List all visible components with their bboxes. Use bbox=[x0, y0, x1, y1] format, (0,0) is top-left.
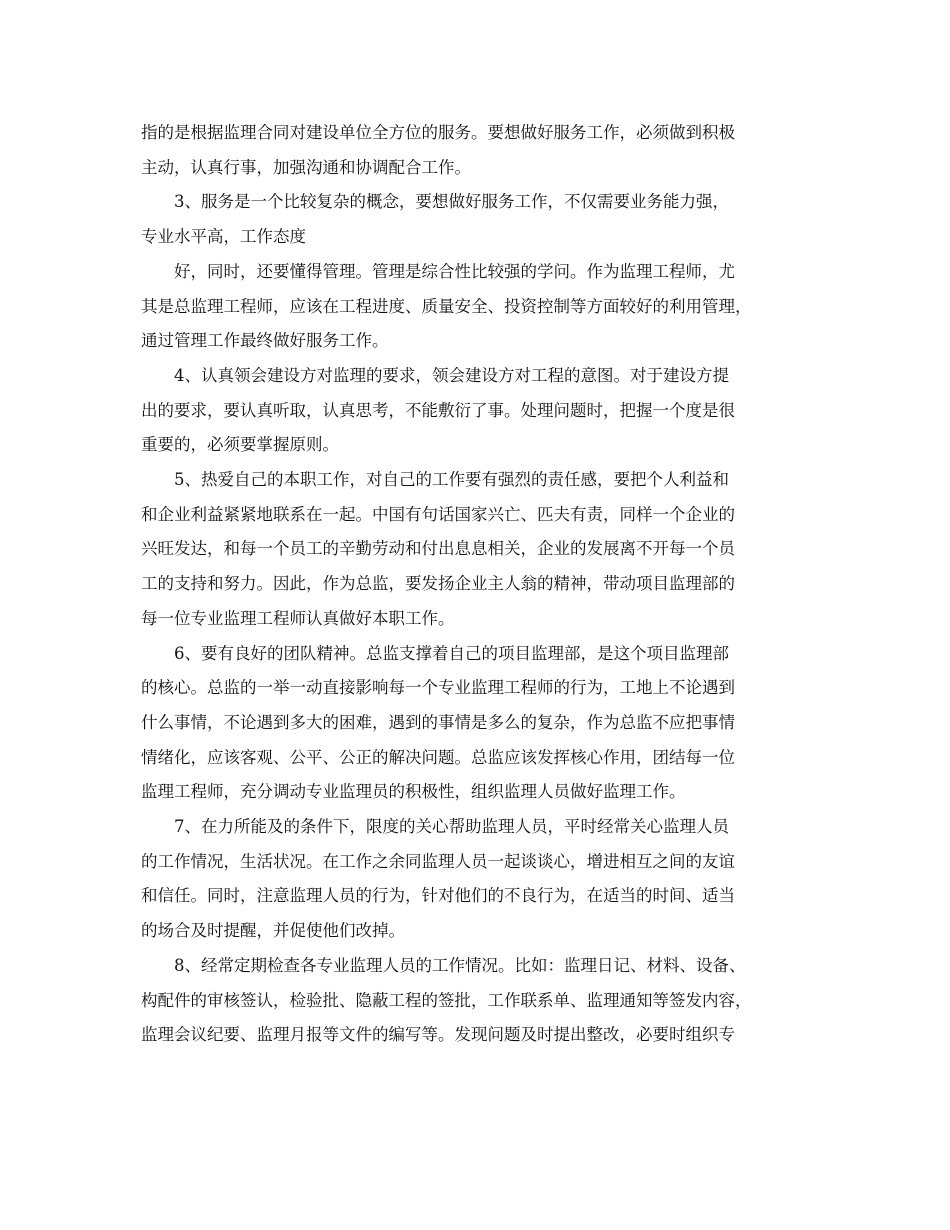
text-line: 的工作情况，生活状况。在工作之余同监理人员一起谈谈心，增进相互之间的友谊 bbox=[141, 851, 735, 871]
text-line: 构配件的审核签认，检验批、隐蔽工程的签批，工作联系单、监理通知等签发内容， bbox=[141, 990, 752, 1010]
text-line: 专业水平高，工作态度 bbox=[141, 227, 306, 247]
text-line: 指的是根据监理合同对建设单位全方位的服务。要想做好服务工作，必须做到积极 bbox=[141, 123, 735, 142]
text-line: 监理会议纪要、监理月报等文件的编写等。发现问题及时提出整改，必要时组织专 bbox=[141, 1025, 735, 1045]
text-line: 什么事情，不论遇到多大的困难，遇到的事情是多么的复杂，作为总监不应把事情 bbox=[141, 712, 735, 732]
text-line: 出的要求，要认真听取，认真思考，不能敷衍了事。处理问题时，把握一个度是很 bbox=[141, 400, 735, 420]
text-line: 通过管理工作最终做好服务工作。 bbox=[141, 331, 389, 351]
text-line: 监理工程师，充分调动专业监理员的积极性，组织监理人员做好监理工作。 bbox=[141, 782, 686, 802]
text-line: 6、要有良好的团队精神。总监支撑着自己的项目监理部，是这个项目监理部 bbox=[174, 643, 729, 663]
text-line: 3、服务是一个比较复杂的概念，要想做好服务工作，不仅需要业务能力强， bbox=[174, 192, 729, 212]
text-line: 的场合及时提醒，并促使他们改掉。 bbox=[141, 921, 405, 941]
text-line: 和企业利益紧紧地联系在一起。中国有句话国家兴亡、匹夫有责，同样一个企业的 bbox=[141, 504, 735, 524]
text-line: 情绪化，应该客观、公平、公正的解决问题。总监应该发挥核心作用，团结每一位 bbox=[141, 747, 735, 767]
text-line: 和信任。同时，注意监理人员的行为，针对他们的不良行为，在适当的时间、适当 bbox=[141, 886, 735, 906]
text-line: 8、经常定期检查各专业监理人员的工作情况。比如：监理日记、材料、设备、 bbox=[174, 955, 746, 975]
text-line: 兴旺发达，和每一个员工的辛勤劳动和付出息息相关，企业的发展离不开每一个员 bbox=[141, 539, 735, 559]
text-line: 其是总监理工程师，应该在工程进度、质量安全、投资控制等方面较好的利用管理， bbox=[141, 296, 752, 316]
text-line: 每一位专业监理工程师认真做好本职工作。 bbox=[141, 608, 455, 628]
text-line: 的核心。总监的一举一动直接影响每一个专业监理工程师的行为，工地上不论遇到 bbox=[141, 678, 735, 698]
text-line: 工的支持和努力。因此，作为总监，要发扬企业主人翁的精神，带动项目监理部的 bbox=[141, 574, 735, 594]
text-line: 7、在力所能及的条件下，限度的关心帮助监理人员，平时经常关心监理人员 bbox=[174, 817, 729, 836]
text-line: 好，同时，还要懂得管理。管理是综合性比较强的学问。作为监理工程师，尤 bbox=[174, 261, 735, 281]
text-line: 主动，认真行事，加强沟通和协调配合工作。 bbox=[141, 157, 471, 177]
text-line: 4、认真领会建设方对监理的要求，领会建设方对工程的意图。对于建设方提 bbox=[174, 365, 729, 385]
text-line: 重要的，必须要掌握原则。 bbox=[141, 435, 339, 455]
text-line: 5、热爱自己的本职工作，对自己的工作要有强烈的责任感，要把个人利益和 bbox=[174, 470, 729, 489]
